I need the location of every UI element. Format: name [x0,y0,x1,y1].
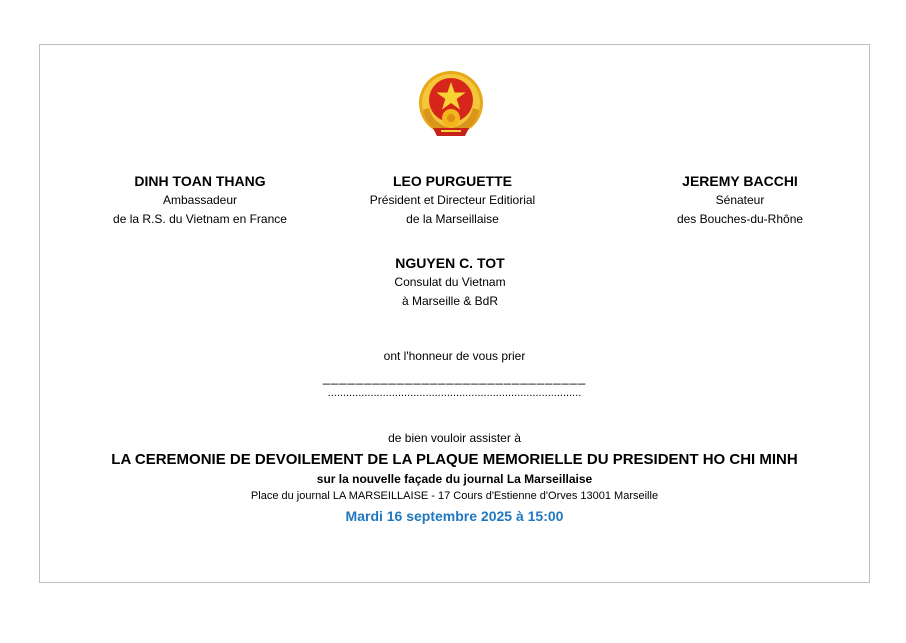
host-title-2: des Bouches-du-Rhône [676,212,804,226]
host-title: Ambassadeur [162,193,238,207]
host-title: Président et Directeur Editiorial [369,193,536,207]
host-title: Sénateur [715,193,765,207]
invitation-assist: de bien vouloir assister à [388,431,521,445]
host-title-2: à Marseille & BdR [401,294,499,308]
host-title-2: de la Marseillaise [406,212,499,226]
host-senator [640,172,840,229]
host-title-2: de la R.S. du Vietnam en France [113,212,287,226]
host-consul [350,254,550,311]
host-name: JEREMY BACCHI [682,173,798,189]
host-director [345,172,560,229]
host-name: DINH TOAN THANG [134,173,266,189]
host-name: LEO PURGUETTE [392,173,512,189]
event-title: LA CEREMONIE DE DEVOILEMENT DE LA PLAQUE MEMORIELLE DU PRESIDENT HO CHI MINH [111,451,798,468]
event-subtitle: sur la nouvelle façade du journal La Marseillaise [316,472,593,486]
event-date: Mardi 16 septembre 2025 à 15:00 [345,508,564,524]
host-name: NGUYEN C. TOT [395,255,505,271]
guest-name-line: ________________________________ [322,370,587,385]
invitation-intro: ont l'honneur de vous prier [383,349,526,363]
guest-name-dots: ................................................................................... [327,387,582,399]
event-place: Place du journal LA MARSEILLAISE - 17 Cours d'Estienne d'Orves 13001 Marseille [250,490,659,502]
national-emblem-icon [417,70,485,140]
host-ambassador [95,172,305,229]
host-title: Consulat du Vietnam [394,275,506,289]
